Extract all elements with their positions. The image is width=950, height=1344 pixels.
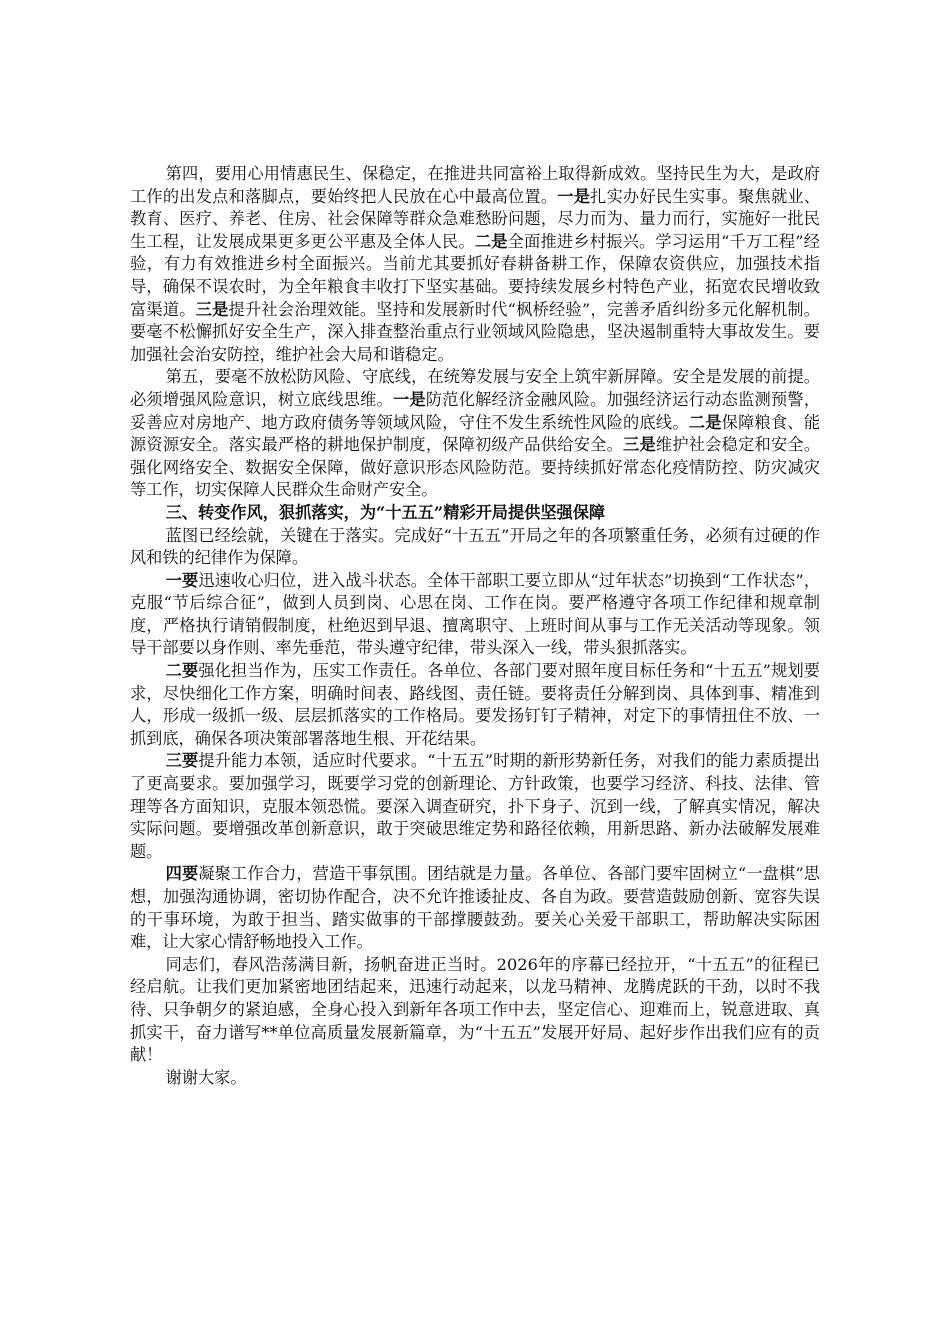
bold-run: 二是 [688, 412, 722, 432]
body-paragraph [130, 1067, 820, 1090]
bold-run: 三是 [623, 435, 656, 455]
text-run: 保障粮食、能源资源安全。落实最严格的耕地保护制度，保障初级产品供给安全。 [130, 412, 821, 455]
text-run: 提升社会治理效能。坚持和发展新时代“枫桥经验”，完善矛盾纠纷多元化解机制。要毫不松懈抓好安全生产，深入排查整治重点行业领域风险隐患，坚决遏制重特大事故发生。要加强社会治安防控，维护社会大局和谐稳定。 [130, 299, 820, 364]
text-run: 蓝图已经绘就，关键在于落实。完成好“十五五”开局之年的各项繁重任务，必须有过硬的作风和铁的纪律作为保障。 [130, 525, 820, 568]
text-run: 迅速收心归位，进入战斗状态。全体干部职工要立即从“过年状态”切换到“工作状态”，克服“节后综合征”，做到人员到岗、心思在岗、工作在岗。要严格遵守各项工作纪律和规章制度，严格执行请销假制度，杜绝迟到早退、擅离职守、上班时间从事与工作无关活动等现象。领导干部要以身作则、率先垂范，带头遵守纪律，带头深入一线，带头狠抓落实。 [130, 570, 821, 658]
bold-run: 一是 [557, 186, 591, 206]
body-paragraph [130, 750, 820, 863]
bold-run: 四要 [165, 864, 199, 884]
body-paragraph [130, 863, 820, 953]
bold-run: 三、转变作风，狠抓落实，为“十五五”精彩开局提供坚强保障 [165, 502, 606, 522]
bold-run: 三是 [195, 299, 229, 319]
text-run: 扎实办好民生实事。聚焦就业、教育、医疗、养老、住房、社会保障等群众急难愁盼问题，尽力而为、量力而行，实施好一批民生工程，让发展成果更多更公平惠及全体人民。 [130, 186, 821, 251]
body-paragraph [130, 163, 820, 366]
bold-run: 一要 [165, 570, 199, 590]
bold-run: 三要 [165, 751, 199, 771]
text-run: 第五，要毫不放松防风险、守底线，在统筹发展与安全上筑牢新屏障。安全是发展的前提。必须增强风险意识，树立底线思维。 [130, 367, 820, 409]
body-paragraph [130, 954, 820, 1067]
bold-run: 二是 [474, 231, 508, 251]
bold-run: 一是 [392, 389, 426, 409]
text-run: 凝聚工作合力，营造干事氛围。团结就是力量。各单位、各部门要牢固树立“一盘棋”思想，加强沟通协调，密切协作配合，决不允许推诿扯皮、各自为政。要营造鼓励创新、宽容失误的干事环境，为敢于担当、踏实做事的干部撑腰鼓劲。要关心关爱干部职工，帮助解决实际困难，让大家心情舒畅地投入工作。 [130, 864, 820, 952]
section-heading [130, 502, 820, 525]
body-paragraph [130, 570, 820, 660]
text-run: 防范化解经济金融风险。加强经济运行动态监测预警，妥善应对房地产、地方政府债务等领域风险，守住不发生系统性风险的底线。 [130, 389, 821, 432]
text-run: 维护社会稳定和安全。强化网络安全、数据安全保障，做好意识形态风险防范。要持续抓好常态化疫情防控、防灾减灾等工作，切实保障人民群众生命财产安全。 [130, 435, 821, 500]
text-run: 同志们，春风浩荡满目新，扬帆奋进正当时。2026年的序幕已经拉开，“十五五”的征程已经启航。让我们更加紧密地团结起来，迅速行动起来，以龙马精神、龙腾虎跃的干劲，以时不我待、只争朝夕的紧迫感，全身心投入到新年各项工作中去，坚定信心、迎难而上，锐意进取、真抓实干，奋力谱写**单位高质量发展新篇章，为“十五五”发展开好局、起好步作出我们应有的贡献！ [130, 954, 820, 1065]
body-paragraph [130, 525, 820, 570]
text-run: 全面推进乡村振兴。学习运用“千万工程”经验，有力有效推进乡村全面振兴。当前尤其要抓好春耕备耕工作，保障农资供应，加强技术指导，确保不误农时，为全年粮食丰收打下坚实基础。要持续发展乡村特色产业，拓宽农民增收致富渠道。 [130, 231, 820, 319]
text-run: 提升能力本领，适应时代要求。“十五五”时期的新形势新任务，对我们的能力素质提出了更高要求。要加强学习，既要学习党的创新理论、方针政策，也要学习经济、科技、法律、管理等各方面知识，克服本领恐慌。要深入调查研究，扑下身子、沉到一线，了解真实情况，解决实际问题。要增强改革创新意识，敢于突破思维定势和路径依赖，用新思路、新办法破解发展难题。 [130, 751, 820, 861]
bold-run: 二要 [165, 661, 199, 681]
body-paragraph [130, 366, 820, 502]
text-run: 第四，要用心用情惠民生、保稳定，在推进共同富裕上取得新成效。坚持民生为大，是政府工作的出发点和落脚点，要始终把人民放在心中最高位置。 [130, 164, 820, 206]
body-paragraph [130, 660, 820, 750]
text-run: 谢谢大家。 [165, 1067, 247, 1087]
text-run: 强化担当作为，压实工作责任。各单位、各部门要对照年度目标任务和“十五五”规划要求，尽快细化工作方案，明确时间表、路线图、责任链。要将责任分解到岗、具体到事、精准到人，形成一级抓一级、层层抓落实的工作格局。要发扬钉钉子精神，对定下的事情扭住不放、一抓到底，确保各项决策部署落地生根、开花结果。 [130, 661, 820, 748]
document-body [130, 163, 820, 1089]
